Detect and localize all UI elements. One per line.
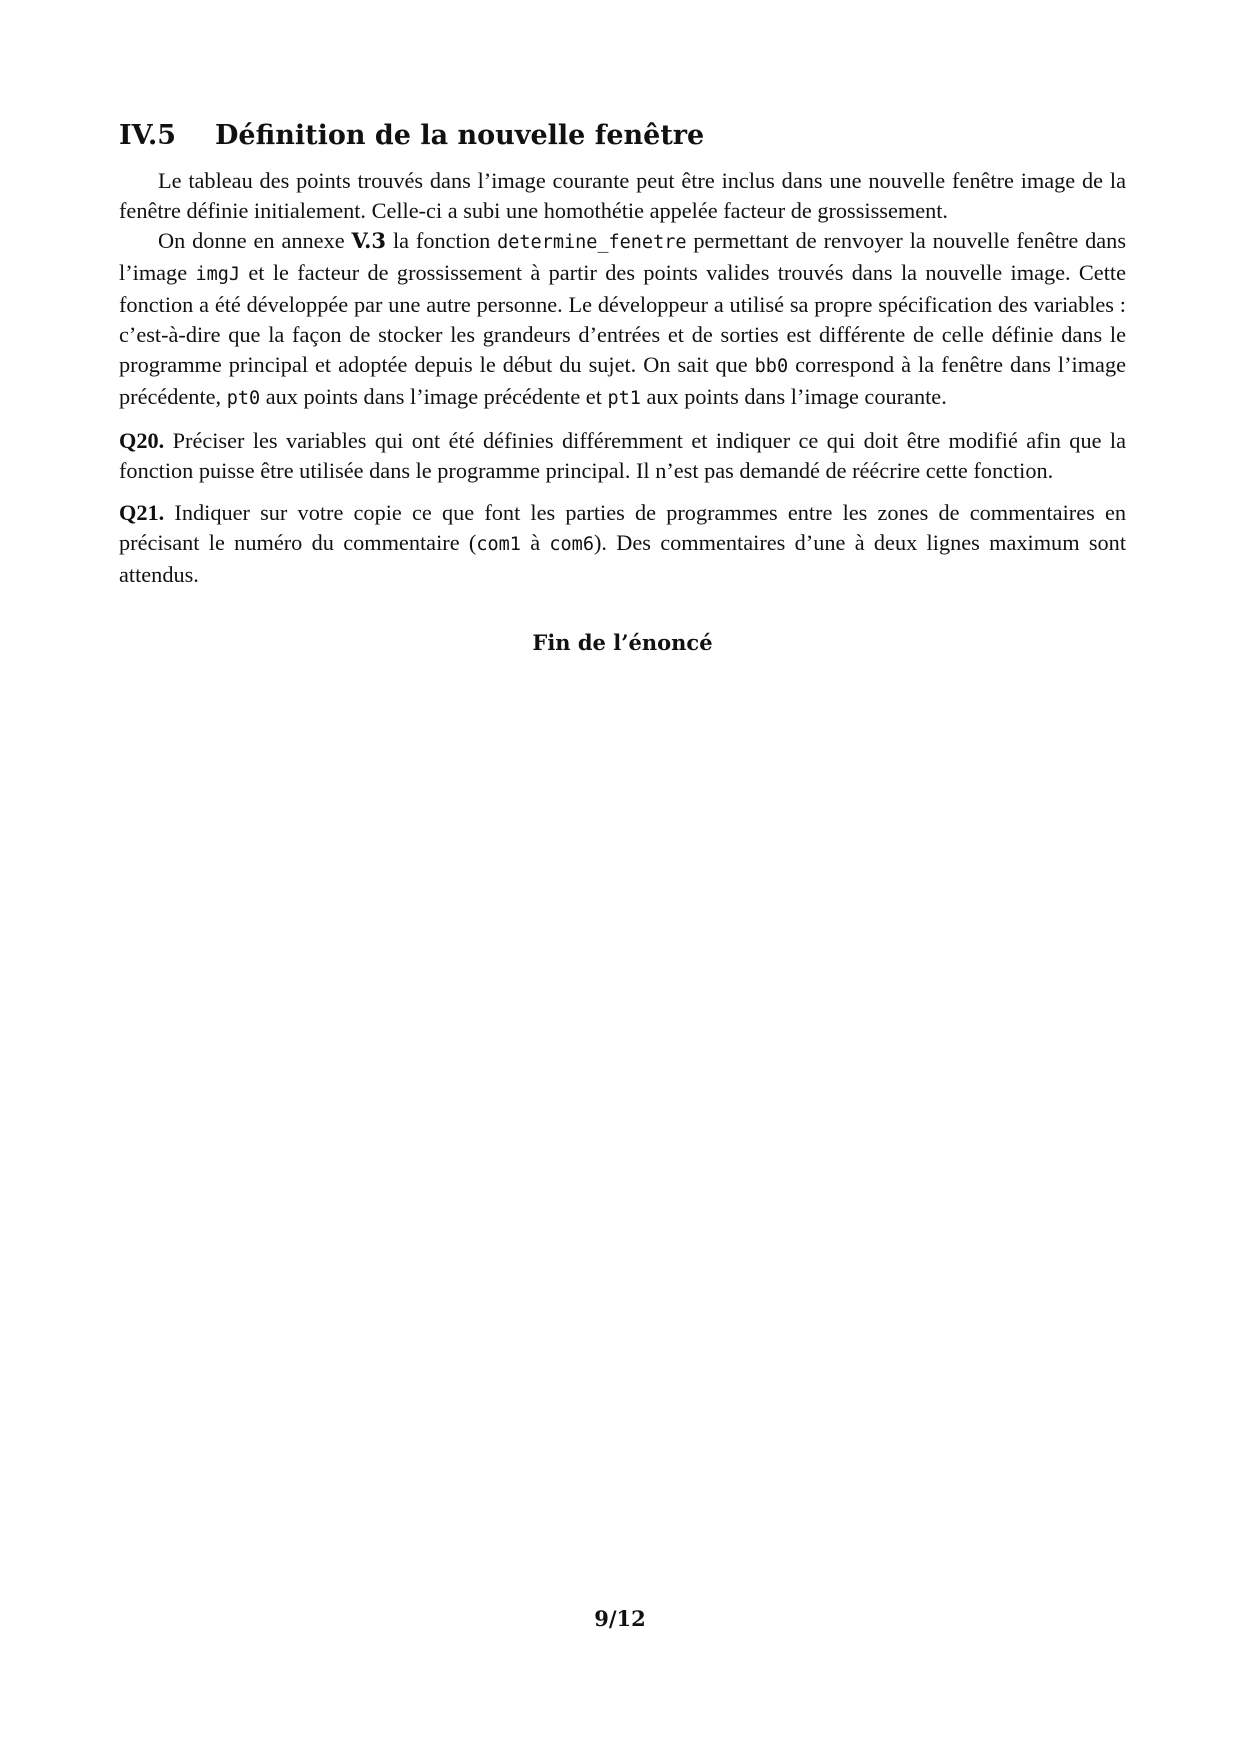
text-run: correspond à la fenêtre dans l’image précédente,	[119, 352, 1126, 409]
text-run: permettant de renvoyer la nouvelle fenêtre dans l’image	[119, 228, 1127, 285]
text-run: à	[520, 530, 550, 555]
question-label: Q20.	[119, 428, 165, 453]
section-heading	[119, 116, 1126, 156]
code-com6: com6	[549, 534, 594, 555]
question-label: Q21.	[119, 500, 165, 525]
code-pt1: pt1	[607, 388, 641, 409]
text-run: aux points dans l’image précédente et	[260, 384, 608, 409]
text-run: la fonction	[386, 228, 498, 253]
paragraph-annex	[119, 226, 1126, 414]
code-com1: com1	[476, 534, 521, 555]
question-q21	[119, 498, 1126, 590]
page-number: 9/12	[594, 1606, 646, 1631]
code-determine-fenetre: determine_fenetre	[497, 232, 687, 253]
document-page	[119, 108, 1126, 658]
end-of-statement: Fin de l’énoncé	[532, 630, 713, 655]
text-run: On donne en annexe	[158, 228, 352, 253]
text-run: ). Des commentaires d’une à deux lignes maximum sont attendus.	[119, 530, 1127, 587]
section-title: Définition de la nouvelle fenêtre	[215, 120, 705, 151]
annex-reference: V.3	[351, 228, 387, 253]
paragraph-intro: Le tableau des points trouvés dans l’image courante peut être inclus dans une nouvelle fenêtre image de la fenêtre définie initialement. Celle-ci a subi une homothétie appelée facteur de grossissement.	[119, 168, 1126, 223]
code-pt0: pt0	[226, 388, 261, 409]
section-number: IV.5	[119, 120, 177, 151]
question-text: Préciser les variables qui ont été définies différemment et indiquer ce qui doit être modifié afin que la fonction puisse être utilisée dans le programme principal. Il n’est pas demandé de réécrire cette fonction.	[119, 428, 1126, 483]
code-bb0: bb0	[754, 356, 789, 377]
text-run: Indiquer sur votre copie ce que font les parties de programmes entre les zones de commentaires en précisant le numéro du commentaire (	[119, 500, 1126, 555]
question-q20	[119, 426, 1126, 486]
text-run: aux points dans l’image courante.	[640, 384, 947, 409]
text-run: et le facteur de grossissement à partir des points valides trouvés dans la nouvelle image. Cette fonction a été développée par une autre personne. Le développeur a utilisé sa propre spécification des variables : c’est-à-dire que la façon de stocker les grandeurs d’entrées et de sorties est différente de celle définie dans le programme principal et adoptée depuis le début du sujet. On sait que	[119, 260, 1126, 377]
code-imgj: imgJ	[195, 264, 241, 285]
